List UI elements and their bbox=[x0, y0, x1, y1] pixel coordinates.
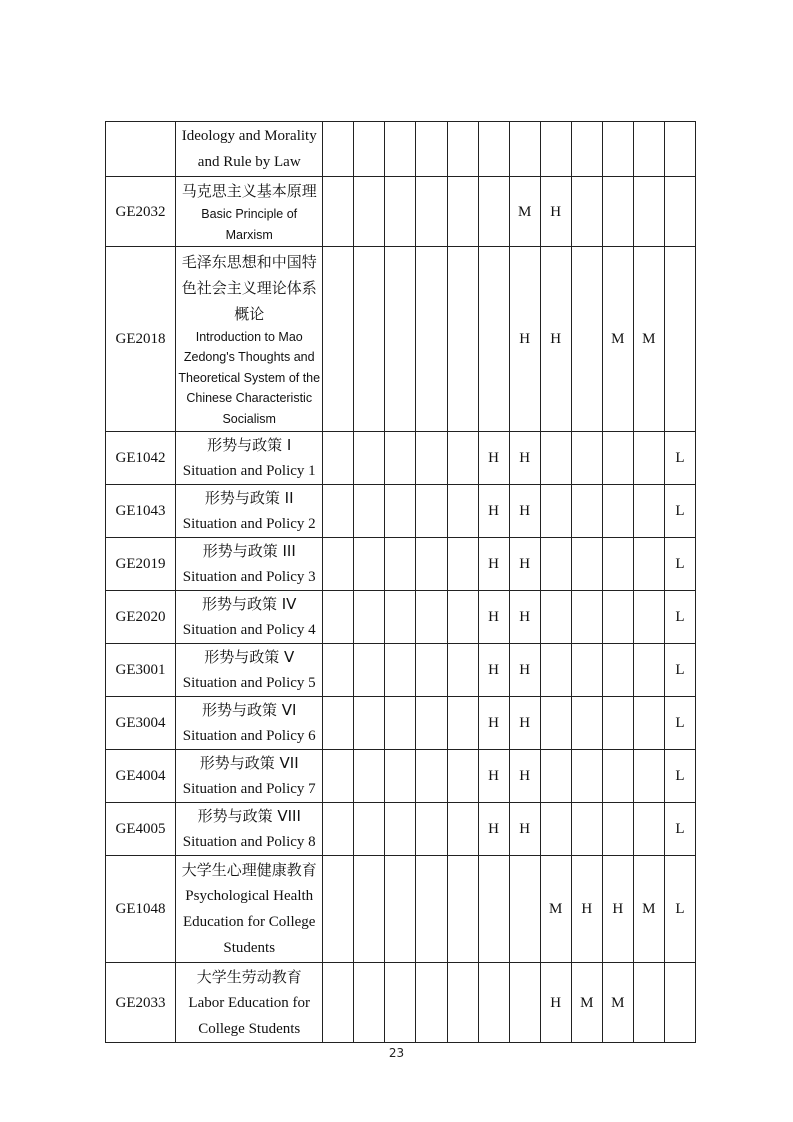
outcome-mark bbox=[602, 697, 633, 750]
outcome-mark bbox=[602, 803, 633, 856]
course-name-cn: 形势与政策 VIII bbox=[197, 807, 301, 825]
outcome-mark bbox=[447, 432, 478, 485]
outcome-mark bbox=[323, 963, 354, 1043]
outcome-mark: M bbox=[602, 247, 633, 432]
outcome-mark bbox=[571, 122, 602, 177]
course-matrix-table bbox=[105, 121, 696, 1043]
course-name-cn: 大学生心理健康教育 bbox=[181, 861, 317, 879]
table-row bbox=[106, 177, 696, 247]
course-name bbox=[176, 803, 323, 856]
outcome-mark bbox=[354, 432, 385, 485]
outcome-mark bbox=[540, 538, 571, 591]
outcome-mark bbox=[478, 122, 509, 177]
outcome-mark bbox=[323, 538, 354, 591]
course-name bbox=[176, 963, 323, 1043]
outcome-mark: L bbox=[664, 485, 695, 538]
course-name-cn: 毛泽东思想和中国特色社会主义理论体系概论 bbox=[181, 252, 317, 323]
outcome-mark bbox=[571, 750, 602, 803]
course-code bbox=[106, 122, 176, 177]
outcome-mark bbox=[385, 963, 416, 1043]
outcome-mark: L bbox=[664, 750, 695, 803]
course-name bbox=[176, 177, 323, 247]
course-code: GE4005 bbox=[106, 803, 176, 856]
outcome-mark bbox=[416, 803, 447, 856]
outcome-mark bbox=[571, 432, 602, 485]
outcome-mark bbox=[323, 122, 354, 177]
outcome-mark: M bbox=[633, 856, 664, 963]
outcome-mark: H bbox=[540, 247, 571, 432]
outcome-mark: L bbox=[664, 803, 695, 856]
course-name-cn: 形势与政策 III bbox=[202, 542, 296, 560]
course-name-en: Situation and Policy 5 bbox=[182, 675, 316, 691]
outcome-mark bbox=[571, 803, 602, 856]
outcome-mark: L bbox=[664, 697, 695, 750]
outcome-mark: M bbox=[602, 963, 633, 1043]
outcome-mark bbox=[385, 750, 416, 803]
outcome-mark bbox=[602, 591, 633, 644]
outcome-mark bbox=[354, 856, 385, 963]
outcome-mark bbox=[540, 697, 571, 750]
outcome-mark bbox=[416, 856, 447, 963]
course-name bbox=[176, 856, 323, 963]
outcome-mark bbox=[323, 803, 354, 856]
outcome-mark: H bbox=[509, 750, 540, 803]
outcome-mark bbox=[416, 963, 447, 1043]
outcome-mark: H bbox=[540, 963, 571, 1043]
course-name-en: Ideology and Morality and Rule by Law bbox=[181, 128, 317, 170]
course-name-en: Situation and Policy 7 bbox=[182, 781, 316, 797]
course-name-cn: 马克思主义基本原理 bbox=[181, 182, 317, 200]
outcome-mark bbox=[478, 856, 509, 963]
outcome-mark bbox=[447, 697, 478, 750]
outcome-mark bbox=[416, 432, 447, 485]
course-code: GE1048 bbox=[106, 856, 176, 963]
outcome-mark bbox=[571, 177, 602, 247]
course-name bbox=[176, 538, 323, 591]
outcome-mark bbox=[633, 122, 664, 177]
outcome-mark: L bbox=[664, 644, 695, 697]
outcome-mark bbox=[478, 963, 509, 1043]
course-name bbox=[176, 432, 323, 485]
course-name-cn: 形势与政策 II bbox=[204, 489, 294, 507]
outcome-mark bbox=[447, 803, 478, 856]
outcome-mark bbox=[664, 177, 695, 247]
outcome-mark bbox=[447, 644, 478, 697]
outcome-mark bbox=[447, 122, 478, 177]
outcome-mark bbox=[416, 697, 447, 750]
course-name-cn: 形势与政策 IV bbox=[201, 595, 297, 613]
outcome-mark bbox=[633, 591, 664, 644]
outcome-mark bbox=[571, 644, 602, 697]
outcome-mark bbox=[602, 432, 633, 485]
outcome-mark bbox=[602, 538, 633, 591]
outcome-mark bbox=[540, 122, 571, 177]
page-number: 23 bbox=[388, 1046, 405, 1060]
outcome-mark bbox=[571, 591, 602, 644]
outcome-mark bbox=[571, 247, 602, 432]
outcome-mark bbox=[354, 750, 385, 803]
table-row bbox=[106, 856, 696, 963]
course-name-en: Introduction to Mao Zedong's Thoughts and Theoretical System of the Chinese Characteristic Socialism bbox=[178, 329, 321, 426]
outcome-mark: H bbox=[478, 538, 509, 591]
outcome-mark bbox=[447, 247, 478, 432]
outcome-mark bbox=[540, 644, 571, 697]
outcome-mark bbox=[385, 432, 416, 485]
outcome-mark: L bbox=[664, 856, 695, 963]
outcome-mark: H bbox=[509, 485, 540, 538]
outcome-mark bbox=[447, 856, 478, 963]
outcome-mark bbox=[354, 644, 385, 697]
outcome-mark: H bbox=[478, 485, 509, 538]
outcome-mark bbox=[540, 591, 571, 644]
course-name-en: Psychological Health Education for College Students bbox=[182, 888, 316, 956]
outcome-mark bbox=[354, 697, 385, 750]
table-row bbox=[106, 432, 696, 485]
outcome-mark: H bbox=[509, 247, 540, 432]
outcome-mark: M bbox=[540, 856, 571, 963]
course-name bbox=[176, 697, 323, 750]
outcome-mark: H bbox=[478, 432, 509, 485]
outcome-mark bbox=[323, 697, 354, 750]
course-code: GE4004 bbox=[106, 750, 176, 803]
outcome-mark bbox=[664, 963, 695, 1043]
outcome-mark bbox=[354, 538, 385, 591]
outcome-mark: H bbox=[509, 697, 540, 750]
outcome-mark: L bbox=[664, 591, 695, 644]
outcome-mark bbox=[571, 485, 602, 538]
course-name-cn: 形势与政策 I bbox=[207, 436, 292, 454]
outcome-mark bbox=[385, 803, 416, 856]
course-code: GE3004 bbox=[106, 697, 176, 750]
course-name bbox=[176, 485, 323, 538]
outcome-mark bbox=[416, 177, 447, 247]
outcome-mark bbox=[447, 750, 478, 803]
course-name-en: Situation and Policy 3 bbox=[182, 569, 316, 585]
outcome-mark bbox=[385, 538, 416, 591]
outcome-mark: H bbox=[509, 538, 540, 591]
course-name-en: Basic Principle of Marxism bbox=[201, 207, 298, 242]
outcome-mark bbox=[354, 177, 385, 247]
outcome-mark bbox=[633, 485, 664, 538]
outcome-mark bbox=[416, 122, 447, 177]
course-name bbox=[176, 247, 323, 432]
outcome-mark bbox=[633, 697, 664, 750]
table-row bbox=[106, 591, 696, 644]
outcome-mark bbox=[385, 247, 416, 432]
outcome-mark bbox=[416, 485, 447, 538]
outcome-mark bbox=[602, 122, 633, 177]
outcome-mark bbox=[323, 644, 354, 697]
course-name bbox=[176, 750, 323, 803]
outcome-mark: H bbox=[478, 803, 509, 856]
outcome-mark bbox=[354, 122, 385, 177]
course-name-cn: 形势与政策 VII bbox=[199, 754, 299, 772]
outcome-mark bbox=[354, 485, 385, 538]
course-name-en: Situation and Policy 8 bbox=[182, 834, 316, 850]
outcome-mark: H bbox=[509, 432, 540, 485]
outcome-mark bbox=[323, 247, 354, 432]
table-row bbox=[106, 538, 696, 591]
outcome-mark bbox=[633, 963, 664, 1043]
table-row bbox=[106, 122, 696, 177]
outcome-mark bbox=[602, 644, 633, 697]
course-name-cn: 形势与政策 V bbox=[204, 648, 295, 666]
outcome-mark bbox=[633, 750, 664, 803]
outcome-mark bbox=[540, 432, 571, 485]
matrix-body bbox=[106, 122, 696, 1043]
outcome-mark bbox=[602, 750, 633, 803]
outcome-mark bbox=[416, 247, 447, 432]
outcome-mark bbox=[323, 591, 354, 644]
outcome-mark bbox=[354, 247, 385, 432]
table-row bbox=[106, 485, 696, 538]
outcome-mark bbox=[478, 177, 509, 247]
outcome-mark: H bbox=[478, 697, 509, 750]
outcome-mark bbox=[509, 856, 540, 963]
course-code: GE2032 bbox=[106, 177, 176, 247]
outcome-mark bbox=[571, 538, 602, 591]
outcome-mark bbox=[385, 177, 416, 247]
outcome-mark bbox=[633, 432, 664, 485]
outcome-mark bbox=[385, 856, 416, 963]
outcome-mark bbox=[323, 750, 354, 803]
outcome-mark bbox=[664, 247, 695, 432]
outcome-mark bbox=[540, 803, 571, 856]
outcome-mark bbox=[323, 856, 354, 963]
outcome-mark bbox=[447, 177, 478, 247]
outcome-mark bbox=[664, 122, 695, 177]
table-row bbox=[106, 963, 696, 1043]
outcome-mark bbox=[509, 122, 540, 177]
outcome-mark bbox=[447, 538, 478, 591]
outcome-mark bbox=[323, 177, 354, 247]
course-code: GE1042 bbox=[106, 432, 176, 485]
course-name-cn: 形势与政策 VI bbox=[201, 701, 297, 719]
outcome-mark bbox=[323, 485, 354, 538]
outcome-mark bbox=[540, 485, 571, 538]
outcome-mark bbox=[602, 177, 633, 247]
course-name-en: Situation and Policy 1 bbox=[182, 463, 316, 479]
outcome-mark bbox=[447, 485, 478, 538]
outcome-mark: H bbox=[478, 644, 509, 697]
course-name-cn: 大学生劳动教育 bbox=[196, 967, 302, 986]
outcome-mark bbox=[416, 644, 447, 697]
course-name bbox=[176, 644, 323, 697]
course-code: GE2033 bbox=[106, 963, 176, 1043]
course-code: GE2019 bbox=[106, 538, 176, 591]
outcome-mark: H bbox=[478, 591, 509, 644]
outcome-mark: M bbox=[633, 247, 664, 432]
outcome-mark bbox=[323, 432, 354, 485]
outcome-mark bbox=[385, 122, 416, 177]
outcome-mark bbox=[354, 963, 385, 1043]
outcome-mark bbox=[416, 538, 447, 591]
outcome-mark bbox=[354, 803, 385, 856]
outcome-mark bbox=[478, 247, 509, 432]
outcome-mark bbox=[633, 538, 664, 591]
outcome-mark bbox=[447, 591, 478, 644]
outcome-mark bbox=[571, 697, 602, 750]
outcome-mark: H bbox=[602, 856, 633, 963]
table-row bbox=[106, 697, 696, 750]
course-code: GE3001 bbox=[106, 644, 176, 697]
outcome-mark bbox=[385, 485, 416, 538]
table-row bbox=[106, 644, 696, 697]
course-name-en: Situation and Policy 4 bbox=[182, 622, 316, 638]
outcome-mark bbox=[416, 591, 447, 644]
outcome-mark bbox=[385, 591, 416, 644]
outcome-mark bbox=[602, 485, 633, 538]
outcome-mark: H bbox=[509, 644, 540, 697]
outcome-mark bbox=[509, 963, 540, 1043]
outcome-mark bbox=[354, 591, 385, 644]
outcome-mark: M bbox=[509, 177, 540, 247]
outcome-mark: H bbox=[571, 856, 602, 963]
course-code: GE2018 bbox=[106, 247, 176, 432]
table-row bbox=[106, 750, 696, 803]
table-row bbox=[106, 803, 696, 856]
outcome-mark bbox=[540, 750, 571, 803]
course-name-en: Situation and Policy 2 bbox=[182, 516, 316, 532]
outcome-mark bbox=[385, 644, 416, 697]
table-row bbox=[106, 247, 696, 432]
outcome-mark: H bbox=[509, 803, 540, 856]
outcome-mark: L bbox=[664, 432, 695, 485]
outcome-mark bbox=[385, 697, 416, 750]
course-name-en: Labor Education for College Students bbox=[188, 994, 311, 1037]
outcome-mark bbox=[633, 644, 664, 697]
course-code: GE1043 bbox=[106, 485, 176, 538]
outcome-mark bbox=[633, 177, 664, 247]
outcome-mark: L bbox=[664, 538, 695, 591]
course-code: GE2020 bbox=[106, 591, 176, 644]
course-name bbox=[176, 591, 323, 644]
course-name-en: Situation and Policy 6 bbox=[182, 728, 316, 744]
outcome-mark bbox=[633, 803, 664, 856]
outcome-mark bbox=[447, 963, 478, 1043]
outcome-mark: H bbox=[540, 177, 571, 247]
outcome-mark: H bbox=[509, 591, 540, 644]
outcome-mark: H bbox=[478, 750, 509, 803]
course-name bbox=[176, 122, 323, 177]
outcome-mark: M bbox=[571, 963, 602, 1043]
outcome-mark bbox=[416, 750, 447, 803]
